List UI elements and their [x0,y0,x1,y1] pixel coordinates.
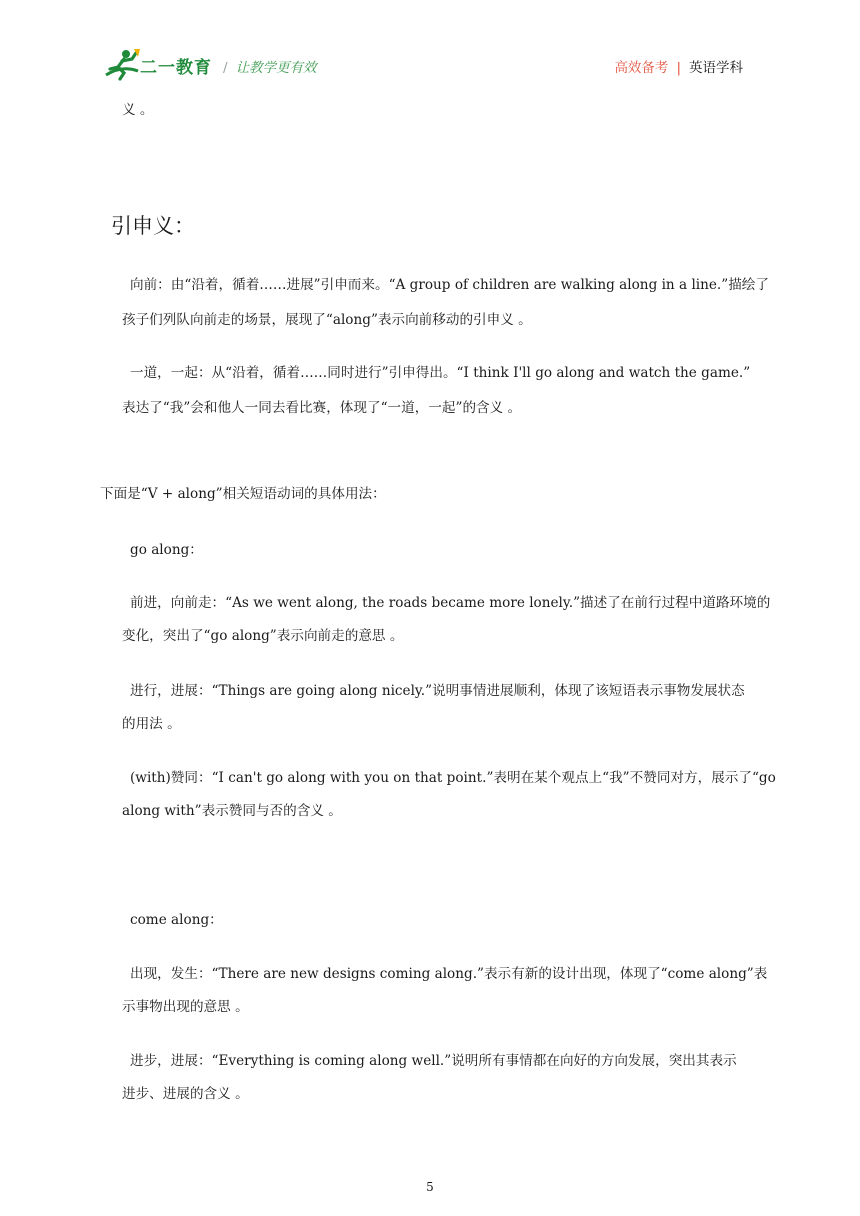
come-along-title: come along： [130,912,223,928]
go-along-item1-line1: 前进，向前走：“As we went along, the roads became more lonely.”描述了在前行过程中道路环境的 [130,595,771,611]
carry-line: 义 。 [122,102,154,118]
para2-line2: 表达了“我”会和他人一同去看比赛，体现了“一道，一起”的含义 。 [122,400,522,416]
intro-line: 下面是“V + along”相关短语动词的具体用法： [100,486,386,502]
header-separator: | [676,60,681,76]
go-along-title: go along： [130,542,203,558]
header-right [614,56,743,76]
go-along-item3-line2: along with”表示赞同与否的含义 。 [122,803,342,819]
slogan-text: 让教学更有效 [235,60,317,76]
page-header [0,0,860,90]
exam-label: 高效备考 [614,60,669,76]
para1-line1: 向前：由“沿着，循着……进展”引申而来。“A group of children are walking along in a line.”描绘了 [130,277,769,293]
brand-name: 二一教育 [140,58,212,78]
section-heading: 引申义： [111,214,195,238]
slogan [223,56,317,76]
go-along-item2-line1: 进行，进展：“Things are going along nicely.”说明事情进展顺利，体现了该短语表示事物发展状态 [130,683,745,699]
come-along-item1-line1: 出现，发生：“There are new designs coming along.”表示有新的设计出现，体现了“come along”表 [130,966,768,982]
come-along-item2-line2: 进步、进展的含义 。 [122,1086,249,1102]
para1-line2: 孩子们列队向前走的场景，展现了“along”表示向前移动的引申义 。 [122,312,532,328]
page-number: 5 [426,1180,434,1194]
come-along-item1-line2: 示事物出现的意思 。 [122,999,249,1015]
go-along-item1-line2: 变化，突出了“go along”表示向前走的意思 。 [122,628,404,644]
go-along-item2-line2: 的用法 。 [122,716,181,732]
para2-line1: 一道，一起：从“沿着，循着……同时进行”引申得出。“I think I'll go along and watch the game.” [130,365,751,381]
go-along-item3-line1: (with)赞同：“I can't go along with you on that point.”表明在某个观点上“我”不赞同对方，展示了“go [130,770,776,786]
subject-label: 英语学科 [689,60,743,76]
slogan-slash: / [223,60,228,76]
come-along-item2-line1: 进步，进展：“Everything is coming along well.”说明所有事情都在向好的方向发展，突出其表示 [130,1053,737,1069]
